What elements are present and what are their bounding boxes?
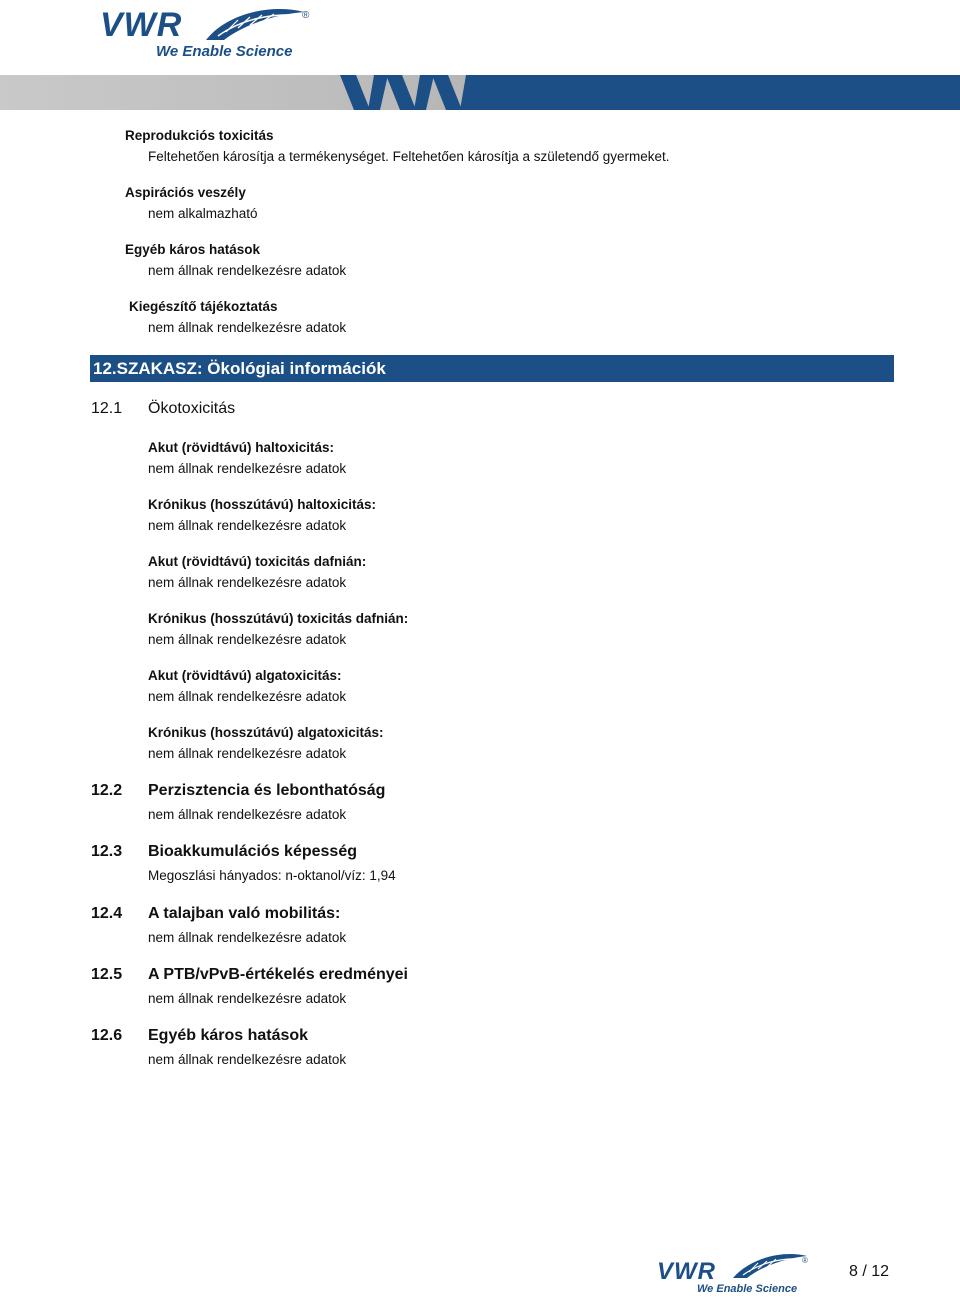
header-band-blue	[470, 75, 960, 110]
subsection-12-6-number: 12.6	[91, 1027, 123, 1044]
footer-registered-mark: ®	[802, 1256, 808, 1265]
value-kronikus-hal: nem állnak rendelkezésre adatok	[148, 518, 347, 533]
label-kiegeszito: Kiegészítő tájékoztatás	[129, 299, 278, 314]
footer-logo	[655, 1252, 815, 1296]
brand-name: VWR	[100, 6, 183, 44]
label-egyeb-karos: Egyéb káros hatások	[125, 242, 261, 257]
label-kronikus-dafnia: Krónikus (hosszútávú) toxicitás dafnián:	[148, 611, 409, 626]
subsection-12-5-title: A PTB/vPvB-értékelés eredményei	[148, 966, 408, 983]
label-akut-hal: Akut (rövidtávú) haltoxicitás:	[148, 440, 335, 455]
footer-brand-name: VWR	[657, 1258, 716, 1285]
value-12-3: Megoszlási hányados: n-oktanol/víz: 1,94	[148, 868, 396, 883]
page-number: 8 / 12	[849, 1263, 890, 1280]
value-egyeb-karos: nem állnak rendelkezésre adatok	[148, 263, 347, 278]
value-akut-hal: nem állnak rendelkezésre adatok	[148, 461, 347, 476]
registered-mark: ®	[302, 10, 310, 21]
value-kiegeszito: nem állnak rendelkezésre adatok	[148, 320, 347, 335]
value-kronikus-dafnia: nem állnak rendelkezésre adatok	[148, 632, 347, 647]
label-aspiracios: Aspirációs veszély	[125, 185, 246, 200]
header-chevrons-icon	[330, 75, 480, 110]
section-12-header: 12.SZAKASZ: Ökológiai információk	[90, 355, 894, 382]
value-12-2: nem állnak rendelkezésre adatok	[148, 807, 347, 822]
value-reprodukcios: Feltehetően károsítja a termékenységet. Feltehetően károsítja a születendő gyermeket.	[148, 149, 670, 164]
label-kronikus-alga: Krónikus (hosszútávú) algatoxicitás:	[148, 725, 384, 740]
label-akut-dafnia: Akut (rövidtávú) toxicitás dafnián:	[148, 554, 367, 569]
footer-brand-tagline: We Enable Science	[697, 1283, 798, 1295]
header-logo	[98, 6, 318, 62]
brand-tagline: We Enable Science	[156, 43, 293, 60]
value-12-4: nem állnak rendelkezésre adatok	[148, 930, 347, 945]
label-kronikus-hal: Krónikus (hosszútávú) haltoxicitás:	[148, 497, 377, 512]
subsection-12-3-number: 12.3	[91, 843, 123, 860]
subsection-12-2-number: 12.2	[91, 782, 123, 799]
subsection-12-4-title: A talajban való mobilitás:	[148, 905, 341, 922]
value-kronikus-alga: nem állnak rendelkezésre adatok	[148, 746, 347, 761]
subsection-12-1-title: Ökotoxicitás	[148, 400, 236, 417]
value-akut-dafnia: nem állnak rendelkezésre adatok	[148, 575, 347, 590]
subsection-12-4-number: 12.4	[91, 905, 123, 922]
subsection-12-5-number: 12.5	[91, 966, 123, 983]
subsection-12-3-title: Bioakkumulációs képesség	[148, 843, 357, 860]
value-12-6: nem állnak rendelkezésre adatok	[148, 1052, 347, 1067]
value-aspiracios: nem alkalmazható	[148, 206, 258, 221]
subsection-12-6-title: Egyéb káros hatások	[148, 1027, 309, 1044]
value-akut-alga: nem állnak rendelkezésre adatok	[148, 689, 347, 704]
label-akut-alga: Akut (rövidtávú) algatoxicitás:	[148, 668, 342, 683]
label-reprodukcios: Reprodukciós toxicitás	[125, 128, 274, 143]
subsection-12-2-title: Perzisztencia és lebonthatóság	[148, 782, 386, 799]
subsection-12-1-number: 12.1	[91, 400, 123, 417]
value-12-5: nem állnak rendelkezésre adatok	[148, 991, 347, 1006]
